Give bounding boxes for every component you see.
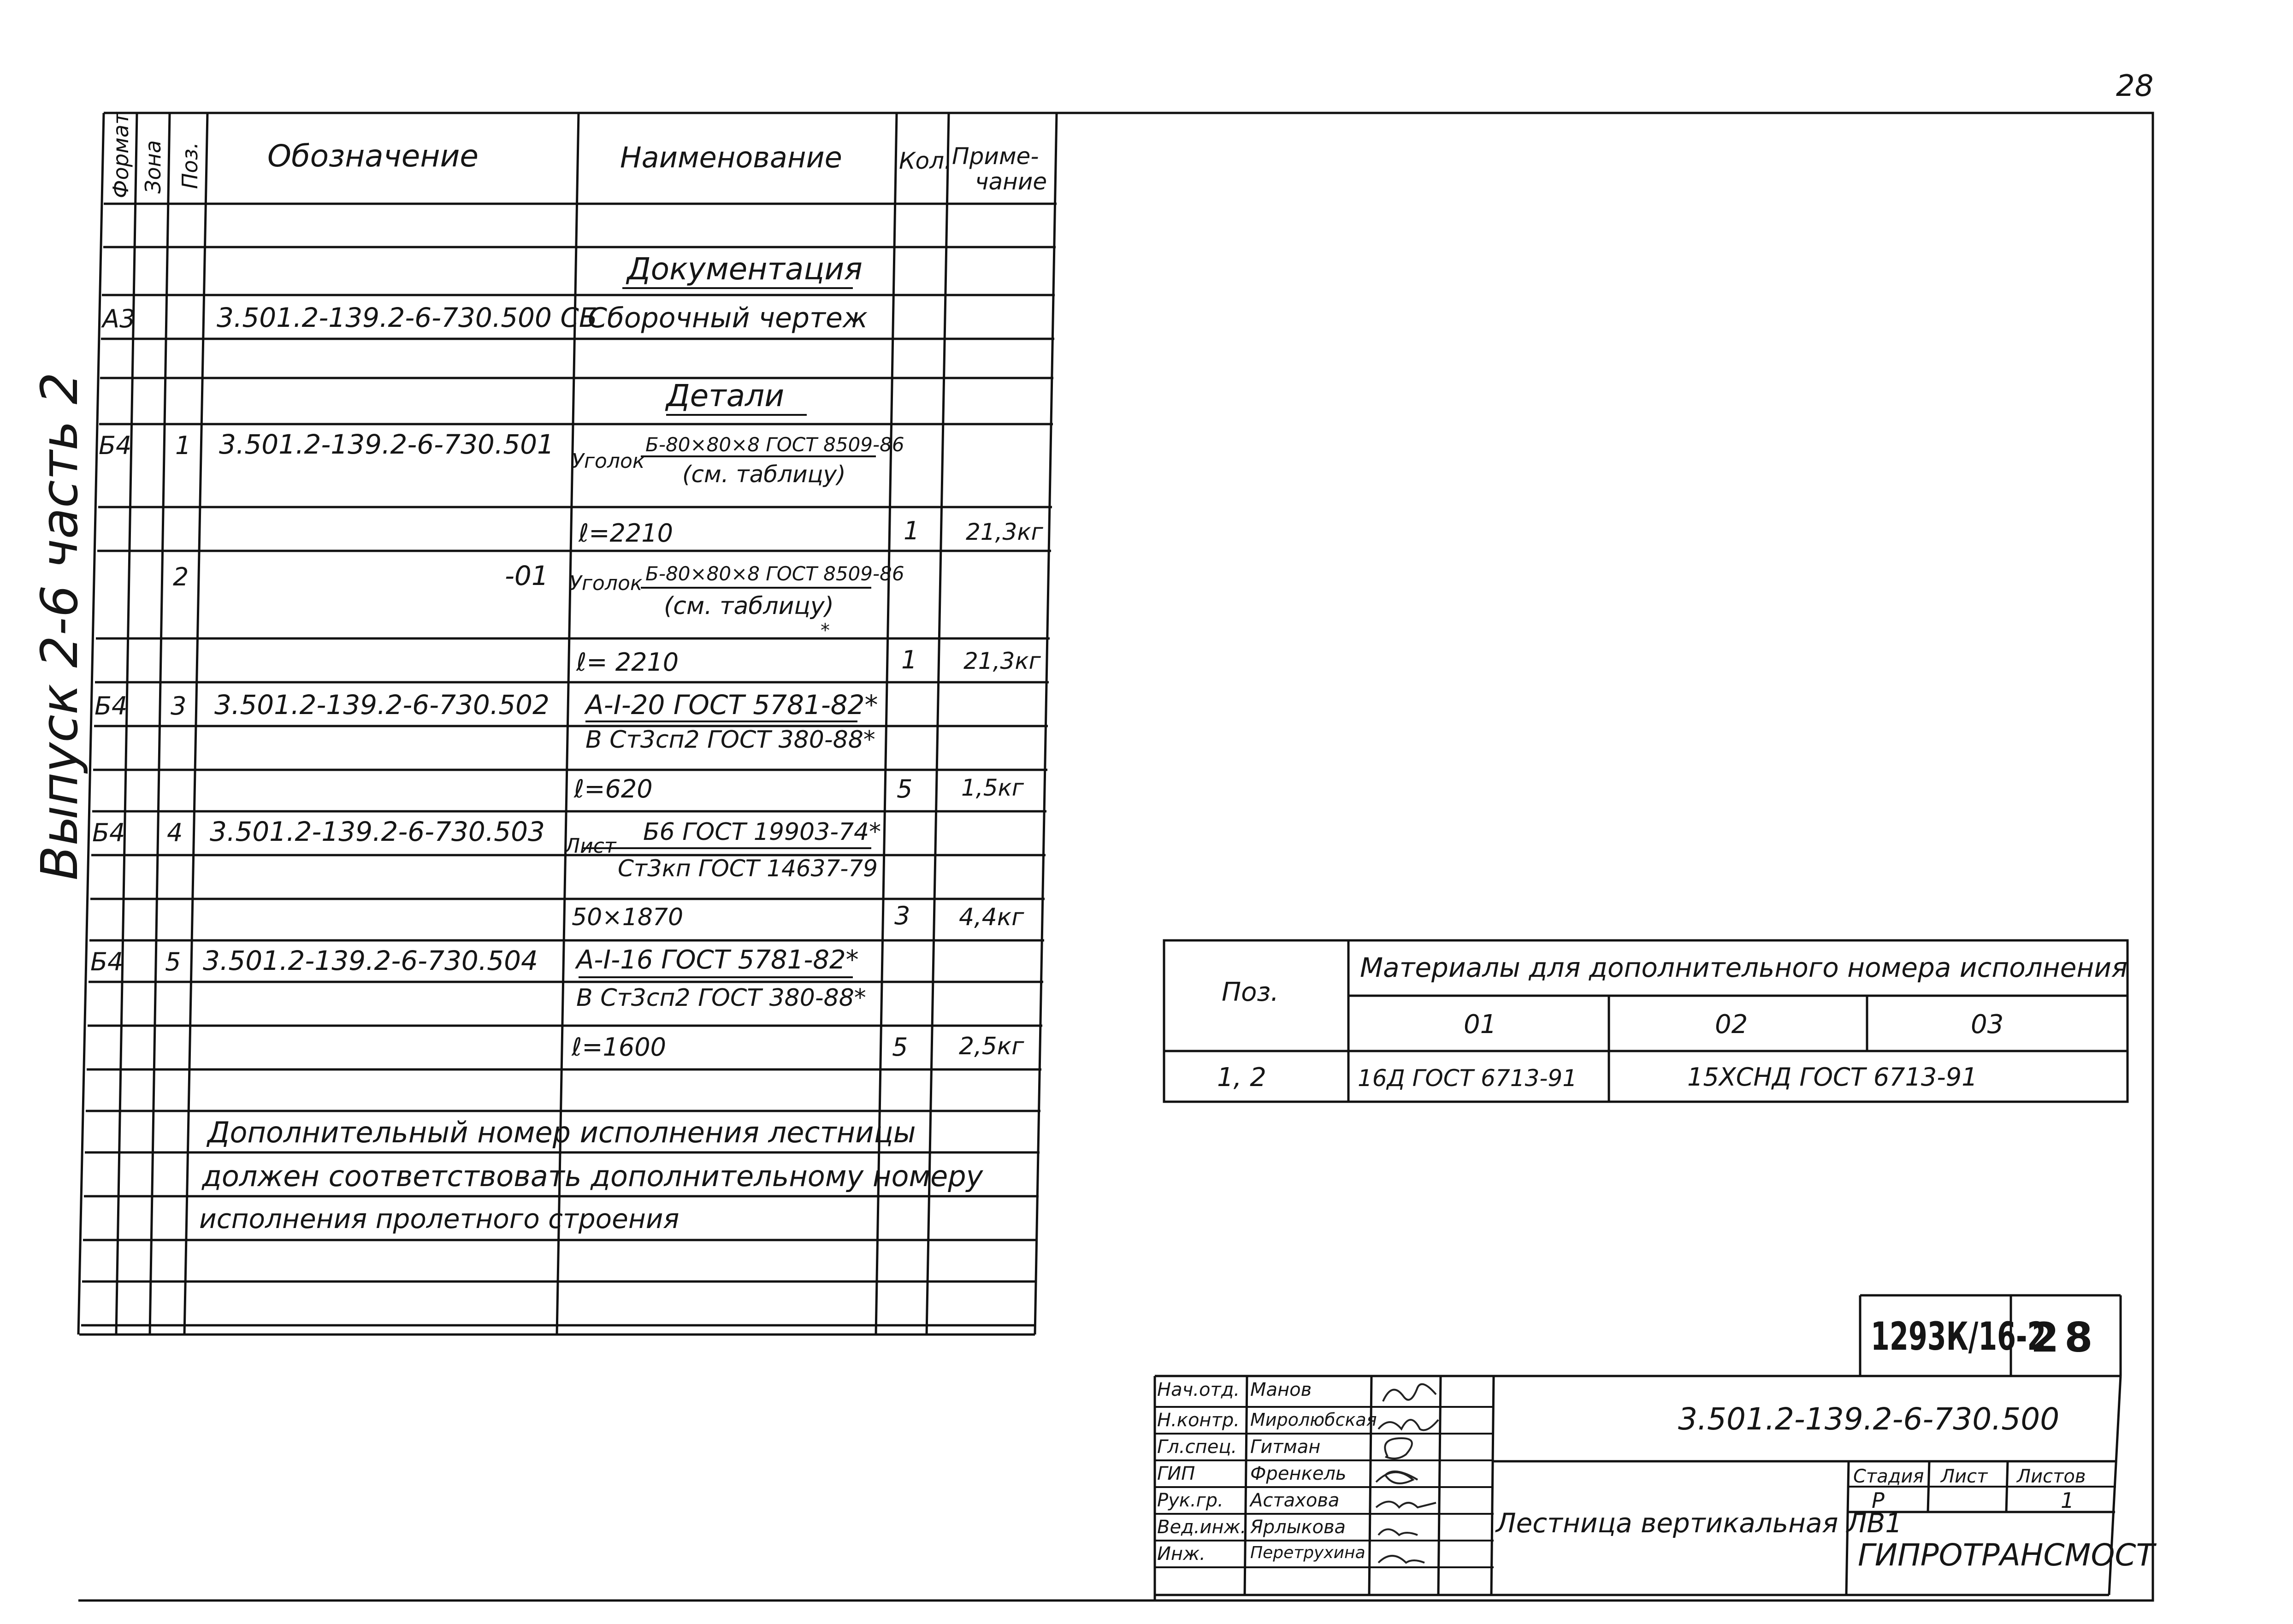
stamp-title: Лестница вертикальная ЛВ1 bbox=[1496, 1507, 1903, 1539]
frame-border bbox=[78, 113, 2153, 1600]
item5-name-bottom: В Ст3сп2 ГОСТ 380-88* bbox=[576, 984, 866, 1012]
materials-row-01: 16Д ГОСТ 6713-91 bbox=[1358, 1065, 1578, 1092]
item5-name-top: А-I-16 ГОСТ 5781-82* bbox=[576, 945, 859, 975]
section-details: Детали bbox=[666, 378, 785, 413]
materials-row-pos: 1, 2 bbox=[1217, 1063, 1266, 1093]
role-2: Н.контр. bbox=[1157, 1410, 1240, 1431]
role-3: Гл.спец. bbox=[1157, 1436, 1237, 1458]
materials-col-03: 03 bbox=[1971, 1010, 2004, 1039]
item5-format: Б4 bbox=[90, 947, 124, 976]
stamp-designation: 3.501.2-139.2-6-730.500 bbox=[1678, 1401, 2060, 1437]
name-1: Манов bbox=[1250, 1379, 1312, 1400]
header-name: Наименование bbox=[620, 141, 842, 174]
header-designation: Обозначение bbox=[267, 138, 479, 174]
item4-pos: 4 bbox=[167, 818, 183, 847]
item5-pos: 5 bbox=[165, 947, 181, 976]
item3-name-top: А-I-20 ГОСТ 5781-82* bbox=[585, 689, 878, 720]
doc-name: Сборочный чертеж bbox=[588, 302, 868, 334]
page-number: 28 bbox=[2116, 69, 2154, 103]
item4-format: Б4 bbox=[92, 818, 125, 847]
item1-name-top: Б-80×80×8 ГОСТ 8509-86 bbox=[645, 433, 904, 456]
doc-designation: 3.501.2-139.2-6-730.500 СБ bbox=[217, 302, 597, 333]
item2-length: ℓ= 2210 bbox=[576, 648, 679, 677]
role-4: ГИП bbox=[1157, 1463, 1195, 1484]
item2-mark: * bbox=[821, 620, 830, 641]
section-documentation: Документация bbox=[627, 251, 863, 287]
item3-pos: 3 bbox=[171, 691, 187, 720]
header-format: Формат bbox=[108, 112, 133, 198]
stage-label: Стадия bbox=[1853, 1466, 1924, 1487]
role-5: Рук.гр. bbox=[1157, 1490, 1223, 1511]
materials-title: Материалы для дополнительного номера исполнения bbox=[1360, 952, 2128, 983]
item3-format: Б4 bbox=[95, 691, 128, 720]
name-3: Гитман bbox=[1250, 1436, 1321, 1458]
item2-designation: -01 bbox=[505, 560, 549, 591]
signatures bbox=[1376, 1384, 1438, 1563]
header-zone: Зона bbox=[141, 140, 165, 194]
item1-length: ℓ=2210 bbox=[579, 519, 673, 548]
item1-name-bottom: (см. таблицу) bbox=[682, 461, 846, 488]
item3-name-bottom: В Ст3сп2 ГОСТ 380-88* bbox=[585, 726, 875, 754]
item5-mass: 2,5кг bbox=[959, 1033, 1024, 1060]
name-4: Френкель bbox=[1250, 1463, 1347, 1484]
item5-designation: 3.501.2-139.2-6-730.504 bbox=[203, 945, 538, 976]
role-6: Вед.инж. bbox=[1157, 1517, 1247, 1538]
materials-col-01: 01 bbox=[1464, 1010, 1497, 1039]
header-qty: Кол. bbox=[899, 148, 951, 174]
item3-qty: 5 bbox=[897, 774, 913, 803]
item1-mass: 21,3кг bbox=[966, 519, 1043, 545]
sheet-label: Лист bbox=[1941, 1466, 1988, 1487]
item4-name-prefix: Лист bbox=[565, 834, 616, 858]
item4-qty: 3 bbox=[894, 901, 910, 930]
name-2: Миролюбская bbox=[1250, 1410, 1377, 1430]
materials-pos-header: Поз. bbox=[1222, 977, 1279, 1007]
note-line-2: должен соответствовать дополнительному номеру bbox=[202, 1159, 983, 1193]
item3-length: ℓ=620 bbox=[574, 774, 653, 803]
stage-value: Р bbox=[1872, 1488, 1885, 1513]
header-note-1: Приме- bbox=[952, 143, 1039, 170]
sheets-value: 1 bbox=[2061, 1488, 2074, 1513]
item2-name-prefix: Уголок bbox=[569, 572, 643, 595]
item4-name-top: Б6 ГОСТ 19903-74* bbox=[643, 818, 881, 846]
item2-pos: 2 bbox=[173, 562, 189, 591]
role-1: Нач.отд. bbox=[1157, 1379, 1240, 1400]
item2-mass: 21,3кг bbox=[963, 648, 1041, 674]
item1-designation: 3.501.2-139.2-6-730.501 bbox=[219, 429, 554, 460]
header-note-2: чание bbox=[975, 168, 1047, 195]
note-line-3: исполнения пролетного строения bbox=[199, 1203, 680, 1234]
item1-name-prefix: Уголок bbox=[572, 449, 645, 473]
item2-name-bottom: (см. таблицу) bbox=[664, 592, 834, 620]
doc-format: А3 bbox=[102, 304, 136, 333]
note-line-1: Дополнительный номер исполнения лестницы bbox=[207, 1116, 916, 1149]
stamp-sheet-number: 28 bbox=[2031, 1314, 2098, 1361]
name-7: Перетрухина bbox=[1250, 1543, 1365, 1562]
stamp-organization: ГИПРОТРАНСМОСТ bbox=[1858, 1537, 2155, 1573]
role-7: Инж. bbox=[1157, 1543, 1206, 1565]
name-5: Астахова bbox=[1250, 1490, 1340, 1511]
item1-qty: 1 bbox=[904, 516, 920, 545]
item5-length: ℓ=1600 bbox=[572, 1033, 666, 1062]
stamp-code: 1293К/16-2 bbox=[1871, 1314, 2046, 1359]
item5-qty: 5 bbox=[892, 1033, 908, 1062]
materials-col-02: 02 bbox=[1715, 1010, 1748, 1039]
header-pos: Поз. bbox=[177, 142, 202, 189]
item4-length: 50×1870 bbox=[572, 904, 684, 931]
sheets-label: Листов bbox=[2017, 1466, 2086, 1487]
item1-pos: 1 bbox=[175, 431, 191, 460]
name-6: Ярлыкова bbox=[1250, 1517, 1346, 1538]
item4-mass: 4,4кг bbox=[959, 904, 1024, 931]
item2-name-top: Б-80×80×8 ГОСТ 8509-86 bbox=[645, 562, 904, 585]
item4-name-bottom: Ст3кп ГОСТ 14637-79 bbox=[618, 855, 878, 882]
item4-designation: 3.501.2-139.2-6-730.503 bbox=[210, 816, 545, 847]
item1-format: Б4 bbox=[99, 431, 132, 460]
side-label: Выпуск 2-6 часть 2 bbox=[30, 372, 89, 880]
materials-row-02-03: 15ХСНД ГОСТ 6713-91 bbox=[1687, 1063, 1978, 1092]
item3-designation: 3.501.2-139.2-6-730.502 bbox=[214, 689, 550, 720]
item2-qty: 1 bbox=[901, 645, 917, 674]
item3-mass: 1,5кг bbox=[961, 774, 1024, 801]
